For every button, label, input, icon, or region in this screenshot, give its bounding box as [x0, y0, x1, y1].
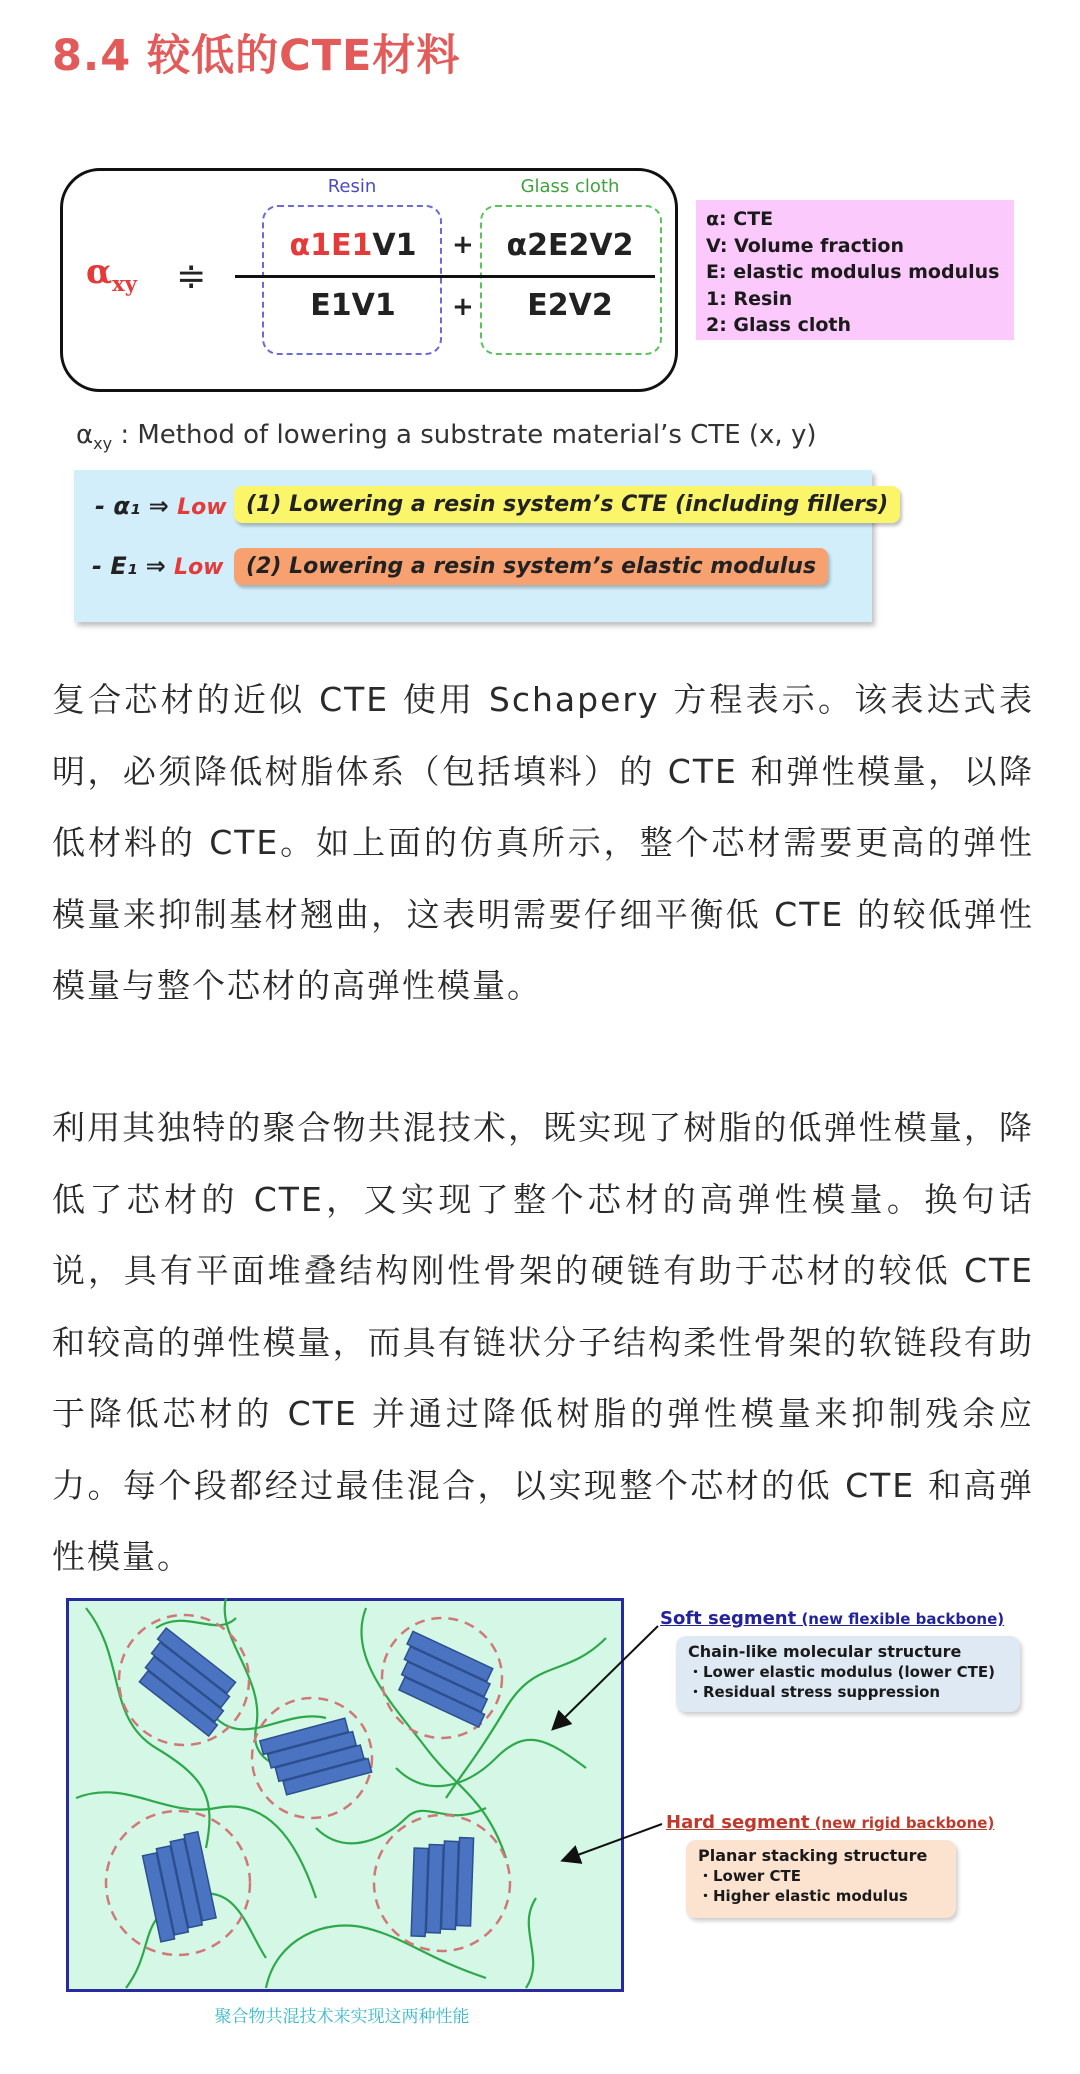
- hard-segment-arrow: [564, 1824, 662, 1860]
- soft-segment-item: ・Lower elastic modulus (lower CTE): [688, 1663, 995, 1681]
- fraction-line: [235, 275, 655, 278]
- rigid-block: [441, 1841, 458, 1929]
- e1-low-label: - E₁ ⇒ Low: [92, 552, 224, 580]
- soft-segment-arrow: [554, 1626, 658, 1728]
- polymer-chain: [86, 1608, 209, 1848]
- paragraph-polymer-blend: 利用其独特的聚合物共混技术，既实现了树脂的低弹性模量，降低了芯材的 CTE，又实现了整个芯材的高弹性模量。换句话说，具有平面堆叠结构刚性骨架的硬链有助于芯材的较低 CTE 和较高的弹性模量，而具有链状分子结构柔性骨架的软链段有助于降低芯材的 CTE 并通过降低树脂的弹性模量来抑制残余应力。每个段都经过最佳混合，以实现整个芯材的低 CTE 和高弹性模量。: [52, 1108, 1034, 1576]
- figure-caption: 聚合物共混技术来实现这两种性能: [214, 2007, 470, 2027]
- denominator-resin-term: E1V1: [310, 288, 396, 323]
- alpha-xy-symbol: $\alpha_{xy}$: [86, 252, 137, 296]
- pointer-arrows: [540, 1620, 670, 1880]
- rigid-block-stack: [260, 1715, 372, 1798]
- hard-segment-box: [686, 1840, 956, 1918]
- soft-segment-item: ・Residual stress suppression: [688, 1683, 941, 1701]
- rigid-block-stack: [411, 1836, 473, 1938]
- polymer-chain: [156, 1618, 236, 1628]
- rigid-block-stack: [130, 1628, 245, 1736]
- legend-item: 2: Glass cloth: [706, 314, 852, 336]
- variable-legend: [696, 200, 1014, 340]
- numerator-resin-term: α1E1V1: [289, 228, 417, 263]
- polymer-chain: [266, 1926, 486, 1989]
- numerator-glass-term: α2E2V2: [506, 228, 634, 263]
- hard-segment-item: ・Higher elastic modulus: [698, 1887, 908, 1905]
- polymer-chain: [526, 1898, 536, 1988]
- glass-cloth-label: Glass cloth: [520, 176, 620, 197]
- soft-segment-title: Soft segment (new flexible backbone): [660, 1608, 1005, 1629]
- section-heading: 8.4 较低的CTE材料: [52, 31, 461, 81]
- denominator-plus: +: [452, 292, 474, 322]
- legend-item: V: Volume fraction: [706, 234, 905, 257]
- hard-segment-item: ・Lower CTE: [698, 1867, 802, 1885]
- lower-resin-modulus-pill: (2) Lowering a resin system’s elastic modulus: [234, 548, 828, 585]
- rigid-block-stack: [388, 1631, 504, 1727]
- legend-item: 1: Resin: [706, 287, 793, 310]
- rigid-block: [411, 1848, 428, 1936]
- legend-item: α: CTE: [706, 208, 774, 230]
- resin-label: Resin: [327, 176, 377, 197]
- method-caption: $\alpha_{xy}$ : Method of lowering a substrate material’s CTE (x, y): [76, 420, 817, 454]
- approx-equal-symbol: ≑: [176, 256, 207, 297]
- paragraph-schapery: 复合芯材的近似 CTE 使用 Schapery 方程表示。该表达式表明，必须降低树脂体系（包括填料）的 CTE 和弹性模量，以降低材料的 CTE。如上面的仿真所示，整个芯材需要更高的弹性模量来抑制基材翘曲，这表明需要仔细平衡低 CTE 的较低弹性模量与整个芯材的高弹性模量。: [52, 680, 1034, 1005]
- soft-segment-box: [676, 1636, 1020, 1712]
- numerator-plus: +: [452, 230, 474, 260]
- hard-segment-heading: Planar stacking structure: [698, 1846, 928, 1865]
- legend-item: E: elastic modulus modulus: [706, 261, 1000, 283]
- soft-segment-heading: Chain-like molecular structure: [688, 1642, 962, 1661]
- denominator-glass-term: E2V2: [527, 288, 613, 323]
- rigid-block: [457, 1838, 474, 1926]
- hard-segment-title: Hard segment (new rigid backbone): [666, 1812, 995, 1833]
- lower-resin-cte-pill: (1) Lowering a resin system’s CTE (including fillers): [234, 486, 900, 523]
- alpha1-low-label: - α₁ ⇒ Low: [95, 492, 227, 520]
- rigid-block: [426, 1845, 443, 1933]
